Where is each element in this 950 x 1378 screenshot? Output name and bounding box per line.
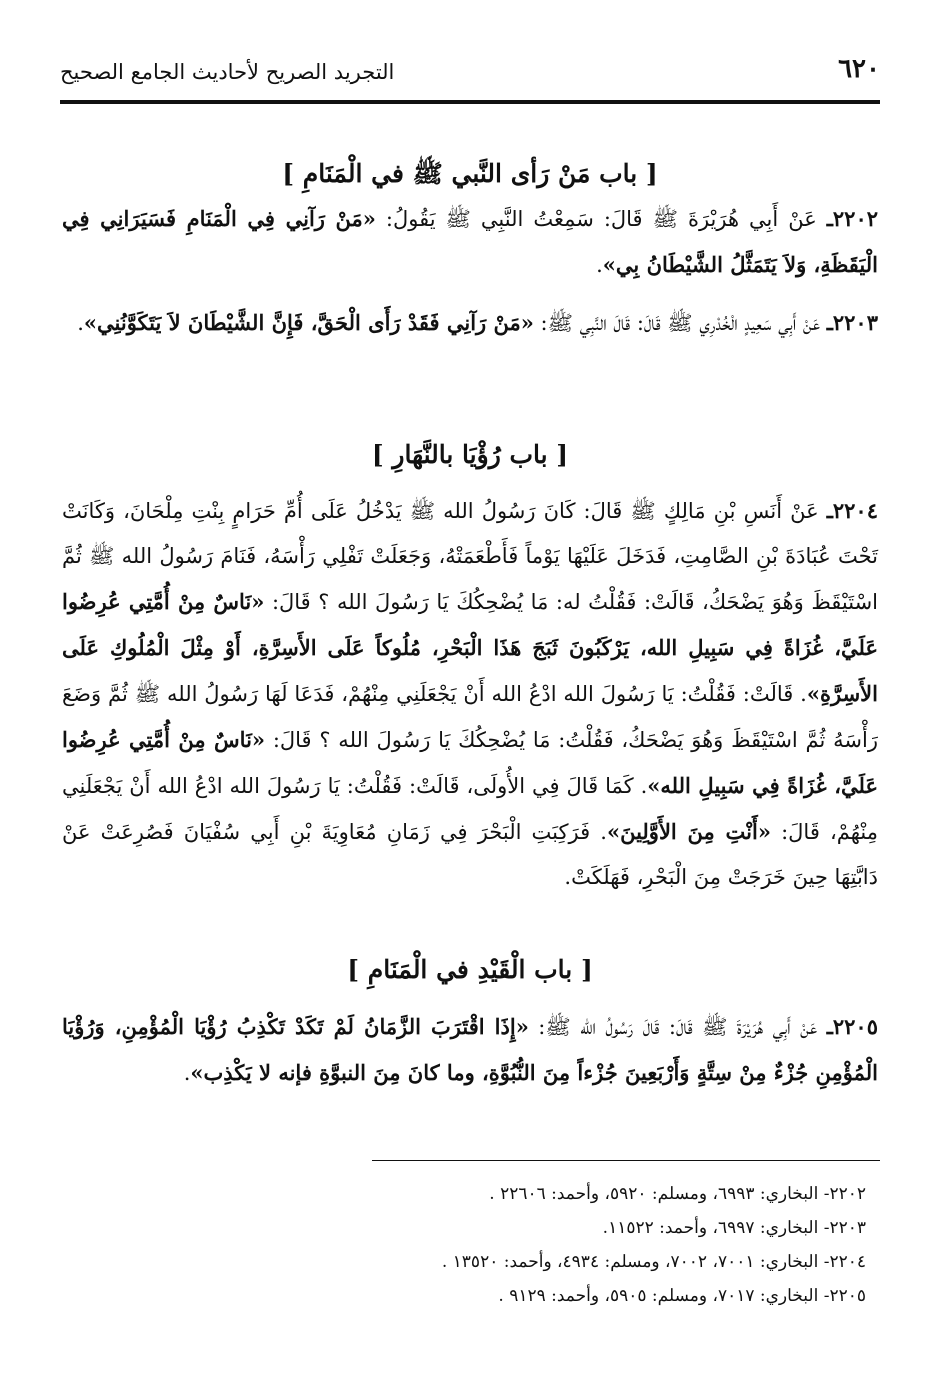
footnote: ٢٢٠٥- البخاري: ٧٠١٧، ومسلم: ٥٩٠٥، وأحمد: ٩١٢٩ .: [498, 1286, 866, 1306]
hadith-quote: «إِذَا اقْتَرَبَ الزَّمَانُ لَمْ تَكَدْ تَكْذِبُ رُؤْيَا الْمُؤْمِنِ، وَرُؤْيَا الْمُؤْمِنِ جُزْءٌ مِنْ سِتَّةٍ وَأَرْبَعِينَ جُزْءاً مِنَ النُّبُوَّةِ، وما كانَ مِنَ النبوَّةِ فإنه لا يَكْذِب»: [62, 1014, 878, 1085]
hadith-text: . فَرَكِبَتِ الْبَحْرَ فِي زَمَانِ مُعَاوِيَةَ بْنِ أَبِي سُفْيَانَ فَصُرِعَتْ عَنْ دَابَّتِهَا حِينَ خَرَجَتْ مِنَ الْبَحْرِ، فَهَلَكَتْ.: [62, 820, 878, 889]
hadith-tail: .: [77, 311, 84, 335]
footnote-rule: [372, 1160, 880, 1161]
hadith-quote: «مَنْ رَآنِي فِي الْمَنَامِ فَسَيَرَانِي فِي الْيَقَظَةِ، وَلاَ يَتَمَثَّلُ الشَّيْطَانُ بِي»: [62, 206, 878, 277]
hadith-number: ٢٢٠٣ـ: [826, 310, 878, 335]
hadith-text: عَنْ أَبِي هُرَيْرَةَ ﷺ قَالَ: قَالَ رَسُولُ الله ﷺ:: [528, 1015, 827, 1039]
footnotes: [346, 1177, 866, 1313]
chapter-heading: [ باب رُؤْيَا بالنَّهَارِ ]: [371, 440, 569, 469]
hadith-2203: [62, 300, 878, 346]
hadith-number: ٢٢٠٢ـ: [826, 206, 879, 231]
page-number: ٦٢٠: [838, 54, 880, 84]
hadith-text: . كَمَا قَالَ فِي الأُولَى، قَالَتْ: فَقُلْتُ: يَا رَسُولَ الله ادْعُ الله أَنْ يَجْعَلَنِي مِنْهُمْ، قَالَ:: [62, 774, 879, 844]
hadith-2204: [62, 488, 878, 900]
chapter-heading: [ باب الْقَيْدِ في الْمَنَامِ ]: [347, 955, 593, 984]
hadith-quote: «نَاسٌ مِنْ أُمَّتِي عُرِضُوا عَلَيَّ، غُزَاةً فِي سَبِيلِ الله»: [62, 727, 878, 798]
footnote: ٢٢٠٤- البخاري: ٧٠٠١، ٧٠٠٢، ومسلم: ٤٩٣٤، وأحمد: ١٣٥٢٠ .: [441, 1252, 866, 1272]
hadith-number: ٢٢٠٤ـ: [826, 498, 878, 523]
hadith-quote: «نَاسٌ مِنْ أُمَّتِي عُرِضُوا عَلَيَّ، غُزَاةً فِي سَبِيلِ الله، يَرْكَبُونَ ثَبَجَ هَذَا الْبَحْرِ، مُلُوكاً عَلَى الأَسِرَّةِ، أَوْ مِثْلَ الْمُلُوكِ عَلَى الأَسِرَّةِ»: [62, 589, 878, 706]
hadith-text: . قَالَتْ: فَقُلْتُ: يَا رَسُولَ الله ادْعُ الله أَنْ يَجْعَلَنِي مِنْهُمْ، فَدَعَا لَهَا رَسُولُ الله ﷺ ثُمَّ وَضَعَ رَأْسَهُ ثُمَّ اسْتَيْقَظَ وَهُوَ يَضْحَكُ، فَقُلْتُ: مَا يُضْحِكُكَ يَا رَسُولَ الله ؟ قَالَ:: [62, 682, 878, 752]
hadith-number: ٢٢٠٥ـ: [826, 1014, 878, 1039]
hadith-2205: [62, 1004, 878, 1096]
hadith-quote: «أَنْتِ مِنَ الأَوَّلِينَ»: [606, 819, 771, 844]
hadith-tail: .: [183, 1061, 191, 1085]
hadith-text: عَنْ أَنَسِ بْنِ مَالِكٍ ﷺ قَالَ: كَانَ رَسُولُ الله ﷺ يَدْخُلُ عَلَى أُمِّ حَرَامٍ بِنْتِ مِلْحَانَ، وَكَانَتْ تَحْتَ عُبَادَةَ بْنِ الصَّامِتِ، فَدَخَلَ عَلَيْهَا يَوْماً فَأَطْعَمَتْهُ، وَجَعَلَتْ تَفْلِي رَأْسَهُ، فَنَامَ رَسُولُ الله ﷺ ثُمَّ اسْتَيْقَظَ وَهُوَ يَضْحَكُ، قَالَتْ: فَقُلْتُ له: مَا يُضْحِكُكَ يَا رَسُولَ الله ؟ قَالَ:: [62, 499, 878, 614]
hadith-tail: .: [596, 253, 603, 277]
chapter-heading: [ باب مَنْ رَأى النَّبي ﷺ في الْمَنَامِ ]: [282, 159, 658, 188]
page-header: [60, 52, 880, 98]
footnote: ٢٢٠٣- البخاري: ٦٩٩٧، وأحمد: ١١٥٢٢.: [602, 1218, 866, 1238]
hadith-text: عَنْ أَبِي سَعِيدٍ الْخُدْرِي ﷺ قَالَ: قَالَ النَّبِي ﷺ:: [533, 311, 827, 335]
footnote: ٢٢٠٢- البخاري: ٦٩٩٣، ومسلم: ٥٩٢٠، وأحمد: ٢٢٦٠٦ .: [489, 1184, 866, 1204]
hadith-2202: [62, 196, 878, 288]
header-rule: [60, 100, 880, 104]
hadith-text: عَنْ أَبِي هُرَيْرَةَ ﷺ قَالَ: سَمِعْتُ النَّبِي ﷺ يَقُولُ:: [375, 207, 827, 231]
hadith-quote: «مَنْ رَآنِي فَقَدْ رَأَى الْحَقَّ، فَإِنَّ الشَّيْطَانَ لاَ يَتَكَوَّنُنِي»: [83, 310, 534, 335]
running-title: التجريد الصريح لأحاديث الجامع الصحيح: [60, 60, 395, 84]
